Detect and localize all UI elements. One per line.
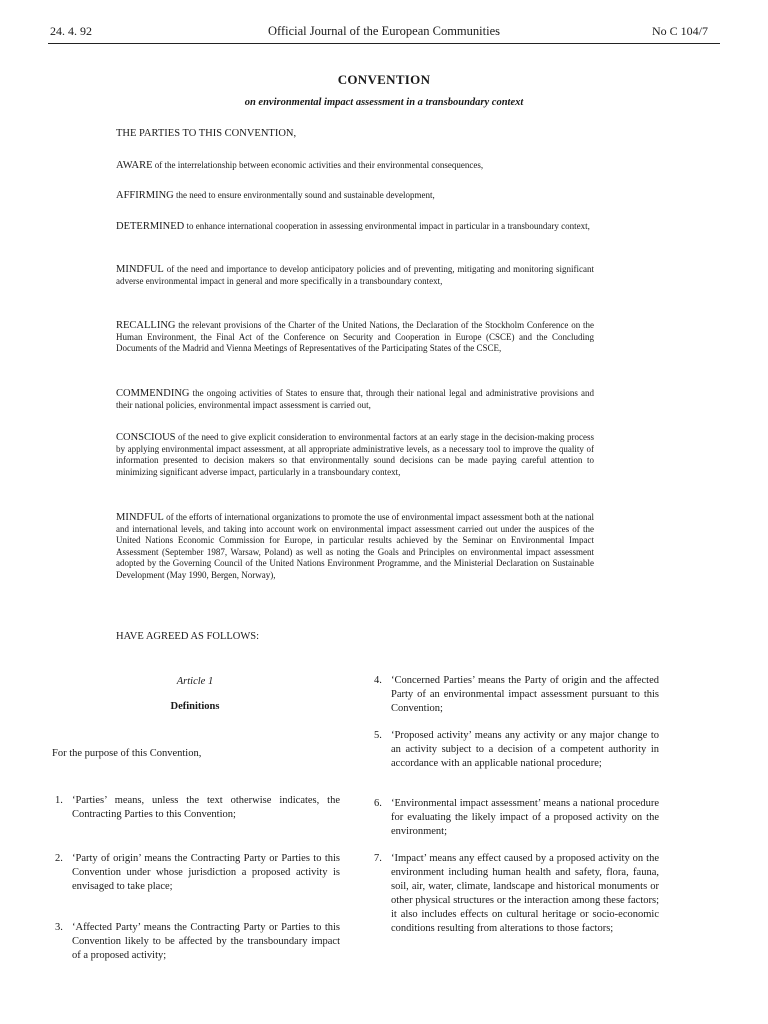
definition-text: ‘Impact’ means any effect caused by a proposed activity on the environment including human health and safety, flora, fauna, soil, air, water, climate, landscape and historical monuments or other physical structures or the interaction among these factors; it also includes effects on cultural heritage or socio-economic conditions resulting from alterations to those factors; <box>391 853 659 934</box>
definition-item <box>374 729 659 771</box>
operative-clause: HAVE AGREED AS FOLLOWS: <box>116 631 260 642</box>
issue-date: 24. 4. 92 <box>50 24 92 38</box>
definition-number: 7. <box>374 853 382 864</box>
recital <box>116 320 594 355</box>
recital-text: the ongoing activities of States to ensure that, through their national legal and administrative provisions and their national policies, environmental impact assessment is carried out, <box>116 388 594 410</box>
recital <box>116 512 594 582</box>
recital-lead: MINDFUL <box>116 264 164 275</box>
page-reference: No C 104/7 <box>651 24 708 38</box>
document-subtitle: on environmental impact assessment in a transboundary context <box>244 97 524 108</box>
recital-lead: DETERMINED <box>116 221 185 232</box>
recital <box>116 264 594 287</box>
recital-text: of the need to give explicit consideration to environmental factors at an early stage in the decision-making process by applying environmental impact assessment, at all appropriate administrative levels, as a necessary tool to improve the quality of information presented to decision makers so that environmentally sound decisions can be made paying careful attention to minimizing significant adverse impact, particularly in a transboundary context, <box>116 432 594 477</box>
recital-lead: CONSCIOUS <box>116 432 176 443</box>
definition-text: ‘Environmental impact assessment’ means a national procedure for evaluating the likely impact of a proposed activity on the environment; <box>391 798 659 837</box>
recital <box>116 388 594 411</box>
article-number: Article 1 <box>176 676 214 687</box>
recital-lead: AFFIRMING <box>116 190 174 201</box>
definition-number: 6. <box>374 798 382 809</box>
recital <box>116 190 594 202</box>
definition-number: 3. <box>55 922 63 933</box>
recital-text: of the efforts of international organizations to promote the use of environmental impact assessment both at the national and international levels, and taking into account work on environmental impact assessment carried out under the auspices of the United Nations Economic Commission for Europe, in particular results achieved by the Seminar on Environmental Impact Assessment (September 1987, Warsaw, Poland) as well as noting the Goals and Principles on environmental impact assessment adopted by the Governing Council of the United Nations Environment Programme, and the Ministerial Declaration on Sustainable Development (May 1990, Bergen, Norway), <box>116 512 594 580</box>
definition-item <box>374 797 659 839</box>
article-intro: For the purpose of this Convention, <box>52 748 202 759</box>
recital-lead: AWARE <box>116 160 153 171</box>
definition-item <box>55 794 340 822</box>
definition-item <box>55 921 340 963</box>
recital-lead: MINDFUL <box>116 512 164 523</box>
definition-number: 5. <box>374 730 382 741</box>
header-rule <box>48 43 720 44</box>
definition-item <box>374 674 659 716</box>
recital-text: the need to ensure environmentally sound and sustainable development, <box>173 190 435 200</box>
definition-text: ‘Affected Party’ means the Contracting Party or Parties to this Convention likely to be affected by the transboundary impact of a proposed activity; <box>72 922 340 961</box>
recital-lead: COMMENDING <box>116 388 190 399</box>
definition-item <box>374 852 659 936</box>
definition-number: 4. <box>374 675 382 686</box>
recital-lead: RECALLING <box>116 320 176 331</box>
definition-item <box>55 852 340 894</box>
recital <box>116 432 594 478</box>
definition-text: ‘Parties’ means, unless the text otherwise indicates, the Contracting Parties to this Convention; <box>72 795 340 820</box>
recital-text: of the interrelationship between economic activities and their environmental consequences, <box>152 160 484 170</box>
recital-text: of the need and importance to develop anticipatory policies and of preventing, mitigating and monitoring significant adverse environmental impact in general and more specifically in a transboundary context, <box>116 264 594 286</box>
preamble-heading: THE PARTIES TO THIS CONVENTION, <box>116 128 297 139</box>
definition-number: 1. <box>55 795 63 806</box>
definition-text: ‘Proposed activity’ means any activity or any major change to an activity subject to a decision of a competent authority in accordance with an applicable national procedure; <box>391 730 659 769</box>
recital <box>116 160 594 172</box>
definition-number: 2. <box>55 853 63 864</box>
recital-text: the relevant provisions of the Charter of the United Nations, the Declaration of the Stockholm Conference on the Human Environment, the Final Act of the Conference on Security and Cooperation in Europe (CSCE) and the Concluding Documents of the Madrid and Vienna Meetings of Representatives of the Participating States of the CSCE, <box>116 320 594 354</box>
recital-text: to enhance international cooperation in assessing environmental impact in particular in a transboundary context, <box>184 221 590 231</box>
recital <box>116 221 594 233</box>
definition-text: ‘Party of origin’ means the Contracting Party or Parties to this Convention under whose jurisdiction a proposed activity is envisaged to take place; <box>72 853 340 892</box>
journal-title: Official Journal of the European Communities <box>267 24 500 38</box>
document-title: CONVENTION <box>337 72 431 87</box>
definition-text: ‘Concerned Parties’ means the Party of origin and the affected Party of an environmental impact assessment pursuant to this Convention; <box>391 675 659 714</box>
article-heading: Definitions <box>170 701 220 712</box>
